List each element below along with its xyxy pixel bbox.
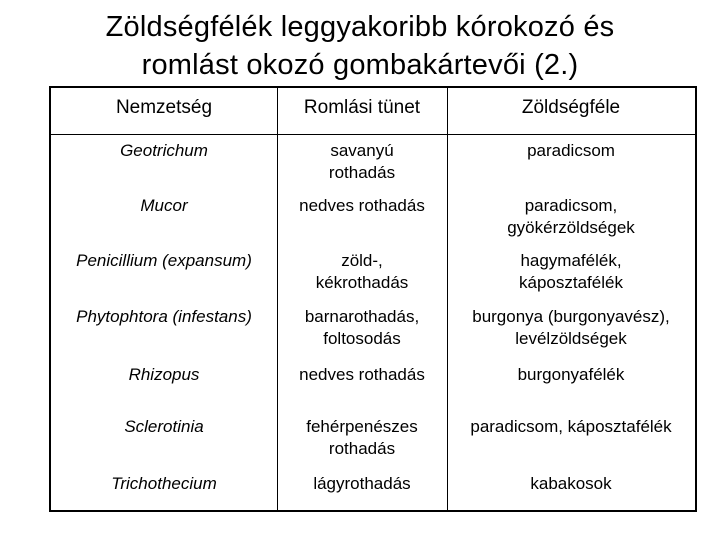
cell-genus: Trichothecium — [111, 474, 217, 493]
cell-genus: Sclerotinia — [124, 417, 204, 436]
cell-symptom — [277, 306, 447, 350]
cell-symptom — [277, 195, 447, 217]
cell-vegetable-line: burgonyafélék — [517, 365, 625, 384]
cell-vegetable-line: paradicsom, káposztafélék — [470, 417, 672, 436]
title-line-2: romlást okozó gombakártevői (2.) — [141, 49, 579, 81]
cell-genus: Geotrichum — [120, 141, 208, 160]
cell-vegetable-line: burgonya (burgonyavész), — [472, 307, 670, 326]
page-title — [0, 8, 720, 84]
header-vegetable: Zöldségféle — [521, 97, 621, 118]
cell-symptom-line: foltosodás — [323, 329, 401, 348]
cell-symptom-line: zöld-, — [341, 251, 383, 270]
cell-symptom-line: rothadás — [328, 163, 396, 182]
cell-vegetable-line: gyökérzöldségek — [507, 218, 635, 237]
header-genus: Nemzetség — [115, 97, 213, 118]
cell-symptom-line: barnarothadás, — [304, 307, 420, 326]
header-divider — [51, 134, 695, 135]
cell-symptom-line: lágyrothadás — [313, 474, 411, 493]
cell-vegetable-line: paradicsom, — [524, 196, 618, 215]
cell-vegetable-line: paradicsom — [527, 141, 615, 160]
cell-vegetable — [447, 195, 695, 239]
cell-symptom-line: kékrothadás — [315, 273, 409, 292]
cell-symptom-line: nedves rothadás — [299, 196, 425, 215]
cell-symptom — [277, 364, 447, 386]
cell-vegetable — [447, 473, 695, 495]
cell-genus: Penicillium (expansum) — [76, 251, 252, 270]
cell-genus: Rhizopus — [128, 365, 200, 384]
cell-vegetable — [447, 416, 695, 438]
cell-vegetable-line: levélzöldségek — [515, 329, 627, 348]
cell-vegetable-line: hagymafélék, — [520, 251, 622, 270]
cell-genus: Mucor — [140, 196, 188, 215]
cell-vegetable — [447, 140, 695, 162]
cell-symptom-line: savanyú — [330, 141, 394, 160]
cell-symptom — [277, 416, 447, 460]
cell-symptom — [277, 250, 447, 294]
cell-vegetable — [447, 250, 695, 294]
cell-symptom-line: rothadás — [328, 439, 396, 458]
title-line-1: Zöldségfélék leggyakoribb kórokozó és — [105, 11, 615, 43]
cell-vegetable-line: kabakosok — [530, 474, 612, 493]
cell-vegetable — [447, 364, 695, 386]
pathogen-table — [49, 86, 697, 512]
cell-vegetable — [447, 306, 695, 350]
cell-symptom-line: fehérpenészes — [306, 417, 418, 436]
cell-vegetable-line: káposztafélék — [519, 273, 623, 292]
cell-genus: Phytophtora (infestans) — [76, 307, 252, 326]
cell-symptom — [277, 140, 447, 184]
cell-symptom — [277, 473, 447, 495]
cell-symptom-line: nedves rothadás — [299, 365, 425, 384]
header-symptom: Romlási tünet — [303, 97, 421, 118]
